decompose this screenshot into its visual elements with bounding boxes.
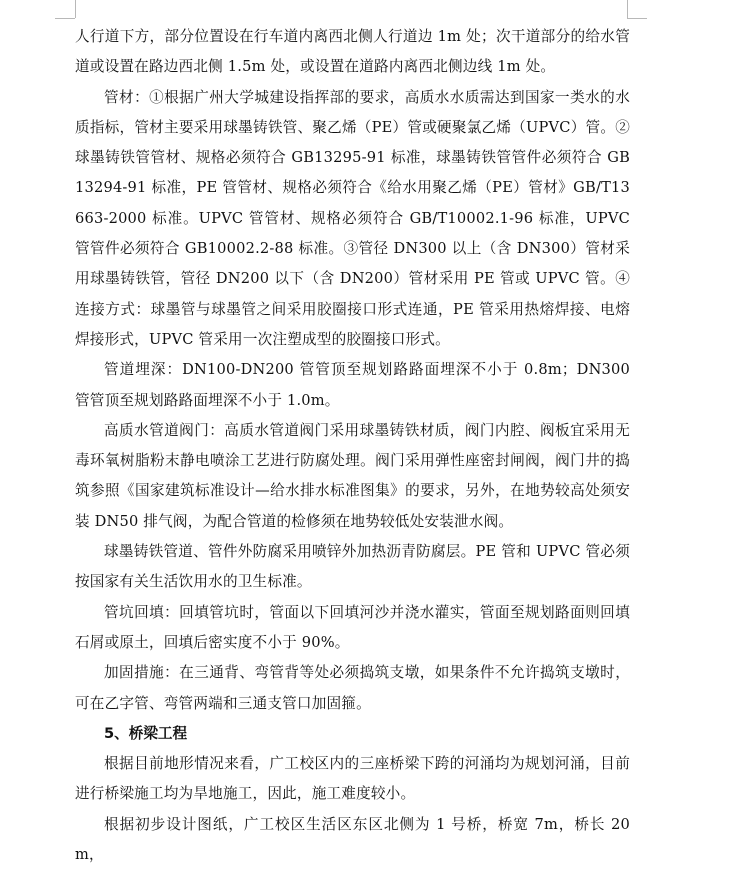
page-corner-mark-top-left-horizontal (55, 18, 75, 19)
paragraph-anticorrosion: 球墨铸铁管道、管件外防腐采用喷锌外加热沥青防腐层。PE 管和 UPVC 管必须按国家有关生活饮用水的卫生标准。 (75, 543, 630, 591)
page-corner-mark-top-left (75, 0, 76, 18)
paragraph-pipe-burial-depth: 管道埋深：DN100-DN200 管管顶至规划路路面埋深不小于 0.8m；DN300 管管顶至规划路路面埋深不小于 1.0m。 (75, 361, 630, 409)
paragraph-bridge-design: 根据初步设计图纸，广工校区生活区东区北侧为 1 号桥，桥宽 7m，桥长 20m， (75, 815, 630, 864)
paragraph-pipe-valves: 高质水管道阀门：高质水管道阀门采用球墨铸铁材质，阀门内腔、阀板宜采用无毒环氧树脂粉末静电喷涂工艺进行防腐处理。阀门采用弹性座密封闸阀，阀门井的捣筑参照《国家建筑标准设计—给水排水标准图集》的要求，另外，在地势较高处须安装 DN50 排气阀，为配合管道的检修须在地势较低处安装泄水阀。 (75, 421, 630, 530)
paragraph-reinforcement: 加固措施：在三通背、弯管背等处必须捣筑支墩，如果条件不允许捣筑支墩时，可在乙字管、弯管两端和三通支管口加固箍。 (75, 664, 630, 712)
paragraph-pipe-material: 管材：①根据广州大学城建设指挥部的要求，高质水水质需达到国家一类水的水质指标，管材主要采用球墨铸铁管、聚乙烯（PE）管或硬聚氯乙烯（UPVC）管。②球墨铸铁管管材、规格必须符合 GB13295-91 标准，球墨铸铁管管件必须符合 GB13294-91 标准，PE 管管材、规格必须符合《给水用聚乙烯（PE）管材》GB/T13663-2000 标准。UPVC 管管材、规格必须符合 GB/T10002.1-96 标准，UPVC 管管件必须符合 GB10002.2-88 标准。③管径 DN300 以上（含 DN300）管材采用球墨铸铁管，管径 DN200 以下（含 DN200）管材采用 PE 管或 UPVC 管。④连接方式：球墨管与球墨管之间采用胶圈接口形式连通，PE 管采用热熔焊接、电熔焊接形式，UPVC 管采用一次注塑成型的胶圈接口形式。 (75, 88, 630, 348)
paragraph-water-pipe-location: 人行道下方，部分位置设在行车道内离西北侧人行道边 1m 处；次干道部分的给水管道或设置在路边西北侧 1.5m 处，或设置在道路内离西北侧边线 1m 处。 (75, 28, 630, 76)
paragraph-bridge-terrain: 根据目前地形情况来看，广工校区内的三座桥梁下跨的河涌均为规划河涌，目前进行桥梁施工均为旱地施工，因此，施工难度较小。 (75, 755, 630, 803)
paragraph-trench-backfill: 管坑回填：回填管坑时，管面以下回填河沙并浇水灌实，管面至规划路面则回填石屑或原土，回填后密实度不小于 90%。 (75, 603, 630, 651)
section-heading-bridge-works: 5、桥梁工程 (104, 724, 188, 742)
page-corner-mark-top-right (627, 0, 628, 18)
document-body[interactable] (75, 22, 630, 870)
page-corner-mark-top-right-horizontal (627, 18, 647, 19)
